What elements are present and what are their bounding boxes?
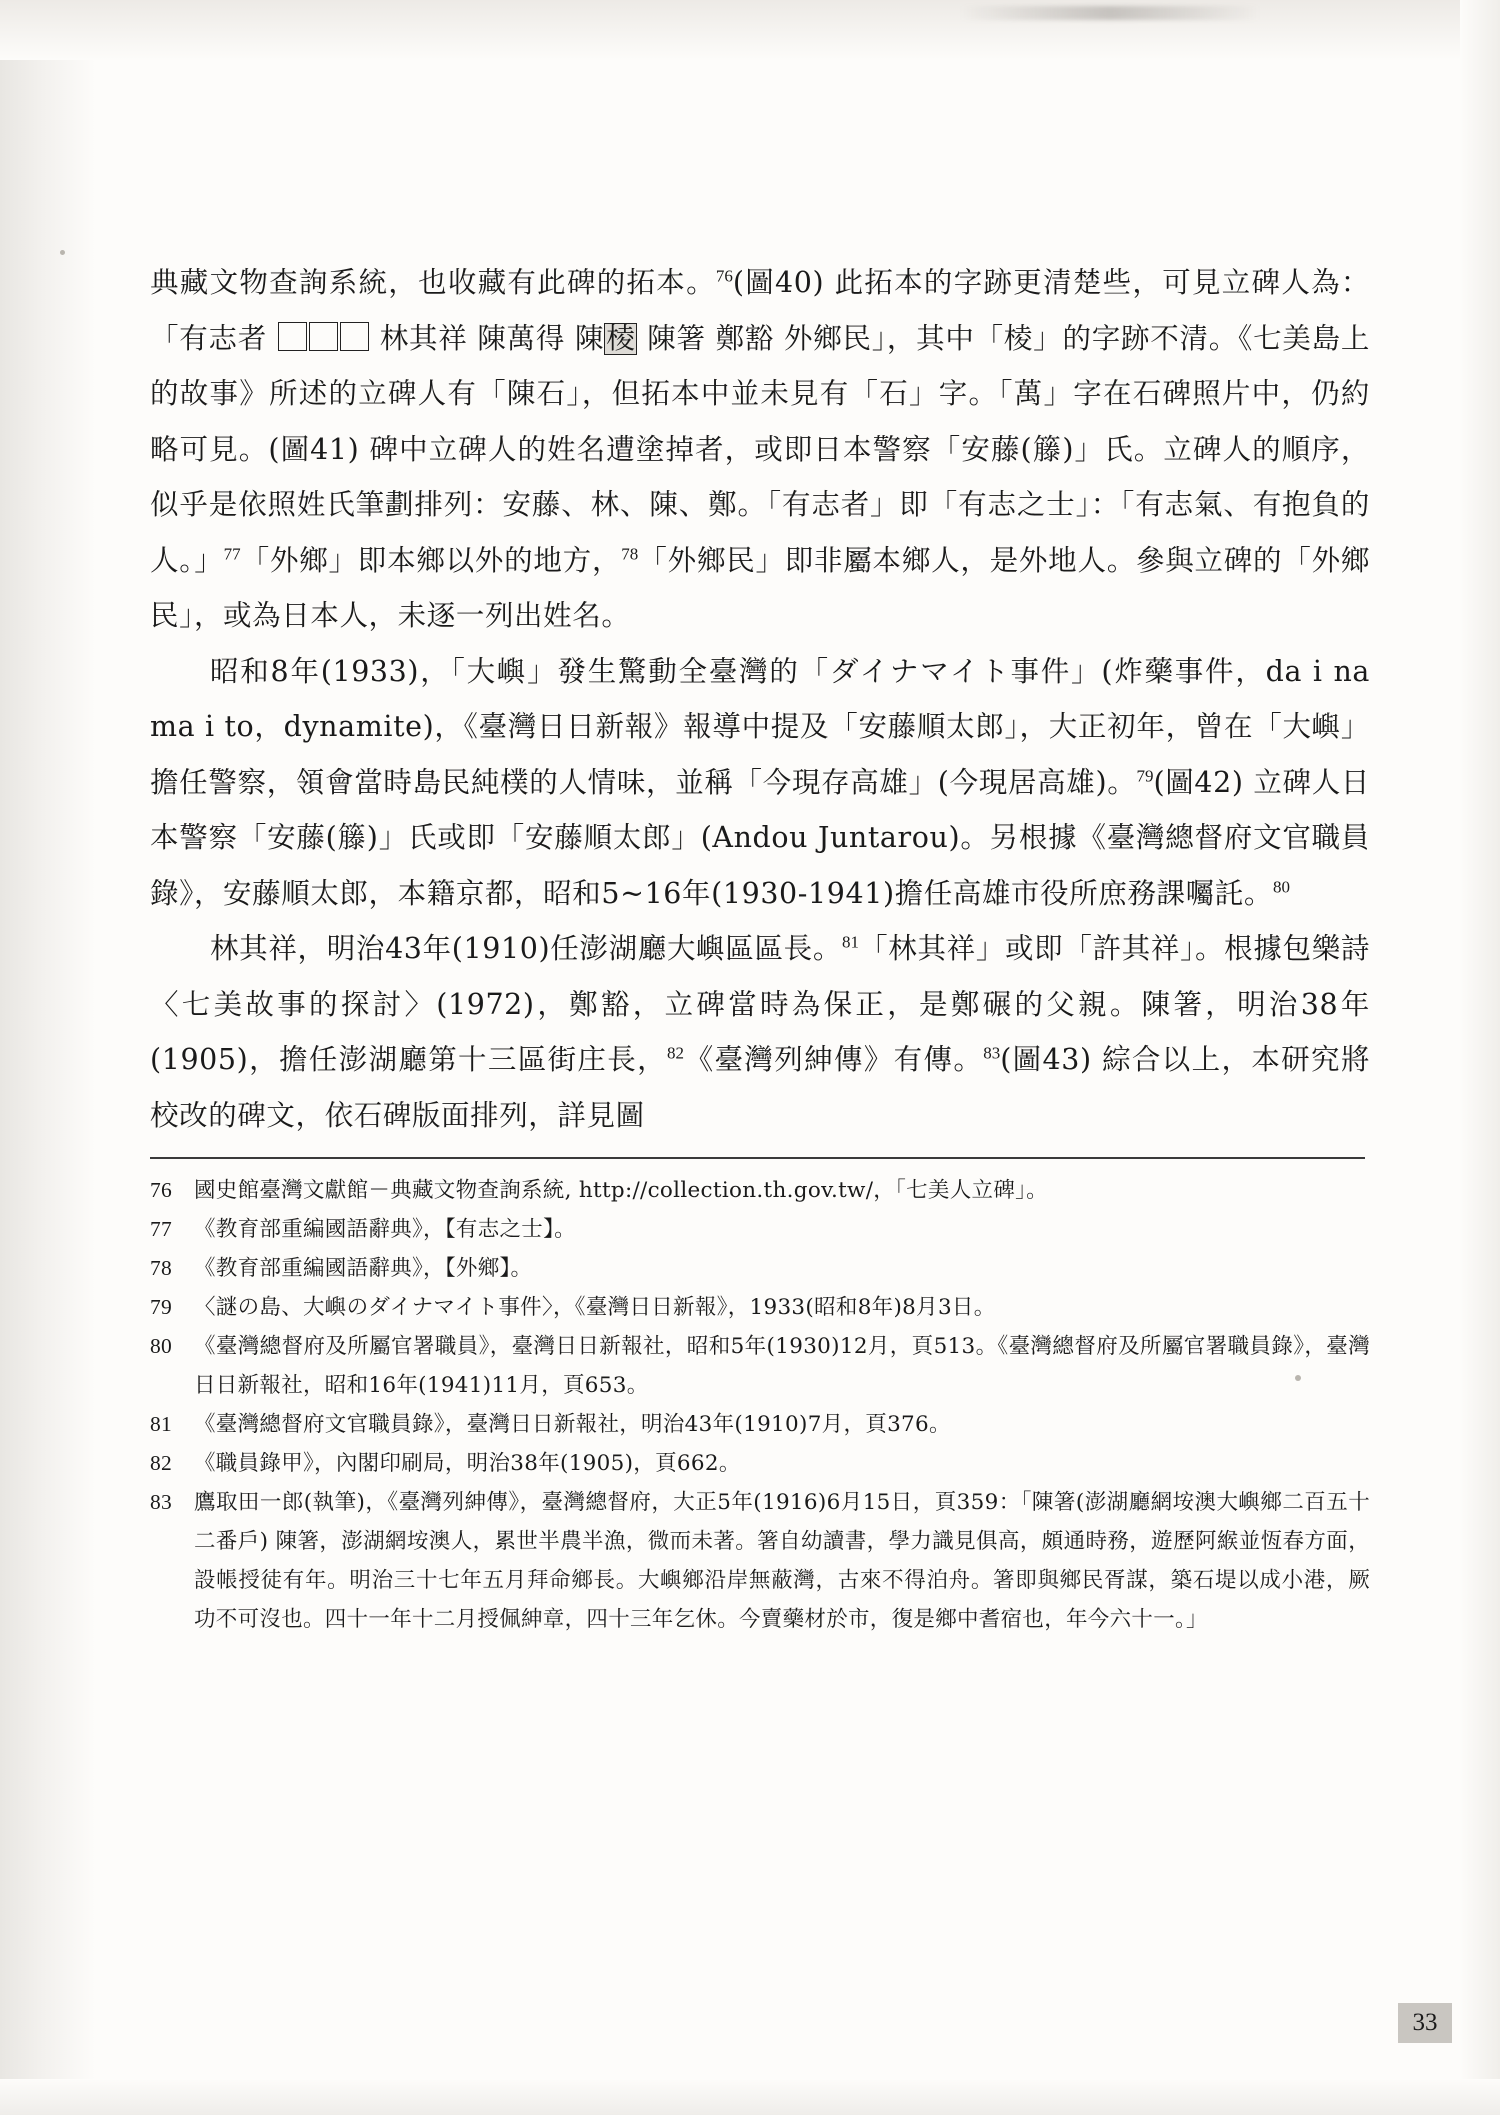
footnote-number: 82 xyxy=(150,1450,173,1475)
footnote-item xyxy=(150,1171,1370,1210)
footnote-ref-78[interactable]: 78 xyxy=(621,544,639,563)
scan-edge-left xyxy=(0,0,96,2115)
paragraph-3 xyxy=(150,921,1370,1143)
footnote-number: 79 xyxy=(150,1294,173,1319)
page-number: 33 xyxy=(1398,2003,1452,2043)
page-content xyxy=(150,255,1370,1639)
footnote-item xyxy=(150,1210,1370,1249)
footnote-ref-79[interactable]: 79 xyxy=(1136,766,1154,785)
footnote-text: 《教育部重編國語辭典》，【外鄉】。 xyxy=(194,1255,533,1281)
scan-smudge xyxy=(960,6,1260,20)
footnote-text: 《臺灣總督府文官職員錄》，臺灣日日新報社，明治43年(1910)7月，頁376。 xyxy=(194,1411,951,1437)
footnote-separator xyxy=(150,1157,1365,1159)
p3-seg-1: 林其祥，明治43年(1910)任澎湖廳大嶼區區長。 xyxy=(210,932,843,965)
unknown-char-box xyxy=(340,322,369,351)
framed-char-leng: 棱 xyxy=(606,321,636,355)
p1-seg-3: (圖40) 此拓本的字跡更清楚些，可見立碑人為：「有志者 xyxy=(150,266,1370,355)
p1-seg-9: 「外鄉」即本鄉以外的地方， xyxy=(240,543,622,577)
p3-seg-5: 《臺灣列紳傳》有傳。 xyxy=(683,1043,984,1076)
footnote-ref-76[interactable]: 76 xyxy=(715,266,733,286)
footnote-item xyxy=(150,1288,1370,1327)
p1-seg-1: 典藏文物查詢系統，也收藏有此碑的拓本。 xyxy=(150,266,716,299)
footnote-item xyxy=(150,1327,1370,1405)
footnote-item xyxy=(150,1405,1370,1444)
p3-seg-3: 「林其祥」或即「許其祥」。根據包樂詩〈七美故事的探討〉(1972)，鄭豁，立碑當時為保正，是鄭碾的父親。陳箸，明治38年(1905)，擔任澎湖廳第十三區街庄長， xyxy=(150,932,1370,1076)
unknown-char-box xyxy=(278,322,307,351)
footnote-number: 83 xyxy=(150,1489,173,1514)
footnote-ref-77[interactable]: 77 xyxy=(223,544,241,563)
footnote-text: 國史館臺灣文獻館－典藏文物查詢系統, http://collection.th.gov.tw/，「七美人立碑」。 xyxy=(194,1177,1048,1203)
footnote-number: 81 xyxy=(150,1411,173,1436)
footnote-item xyxy=(150,1249,1370,1288)
footnote-item xyxy=(150,1444,1370,1483)
p1-seg-11: 「外鄉民」即非屬本鄉人，是外地人。參與立碑的「外鄉民」，或為日本人，未逐一列出姓名。 xyxy=(150,543,1370,632)
scan-edge-top xyxy=(0,0,1500,60)
scan-speck xyxy=(60,250,65,255)
footnote-list xyxy=(150,1171,1370,1639)
paragraph-2 xyxy=(150,644,1370,922)
unknown-char-box xyxy=(309,322,338,351)
body-text xyxy=(150,255,1370,1143)
footnote-ref-83[interactable]: 83 xyxy=(983,1043,1001,1063)
footnote-ref-82[interactable]: 82 xyxy=(666,1043,684,1063)
footnote-item xyxy=(150,1483,1370,1639)
footnote-number: 78 xyxy=(150,1255,173,1280)
footnote-text: 《臺灣總督府及所屬官署職員》，臺灣日日新報社，昭和5年(1930)12月，頁513。《臺灣總督府及所屬官署職員錄》，臺灣日日新報社，昭和16年(1941)11月，頁653。 xyxy=(194,1333,1370,1398)
footnote-number: 76 xyxy=(150,1177,173,1202)
p3-seg-7: (圖43) 綜合以上，本研究將校改的碑文，依石碑版面排列，詳見圖 xyxy=(150,1043,1370,1132)
footnote-text: 鷹取田一郎(執筆)，《臺灣列紳傳》，臺灣總督府，大正5年(1916)6月15日，頁359：「陳箸(澎湖廳網垵澳大嶼鄉二百五十二番戶) 陳箸，澎湖網垵澳人，累世半農半漁，微而未著。箸自幼讀書，學力識見俱高，頗通時務，遊歷阿緱並恆春方面，設帳授徒有年。明治三十七年五月拜命鄉長。大嶼鄉沿岸無蔽灣，古來不得泊舟。箸即與鄉民胥謀，築石堤以成小港，厥功不可沒也。四十一年十二月授佩紳章，四十三年乞休。今賣藥材於市，復是鄉中耆宿也，年今六十一。」 xyxy=(194,1489,1370,1632)
footnote-text: 《教育部重編國語辭典》，【有志之士】。 xyxy=(194,1216,576,1242)
footnote-number: 77 xyxy=(150,1216,173,1241)
scan-edge-right xyxy=(1460,0,1500,2115)
p1-seg-5: 林其祥 陳萬得 陳 xyxy=(369,321,605,355)
paragraph-1 xyxy=(150,255,1370,644)
footnote-text: 〈謎の島、大嶼のダイナマイト事件〉，《臺灣日日新報》，1933(昭和8年)8月3日。 xyxy=(194,1294,996,1320)
p2-seg-1: 昭和8年(1933)，「大嶼」發生驚動全臺灣的「ダイナマイト事件」(炸藥事件，da i na ma i to，dynamite)，《臺灣日日新報》報導中提及「安藤順太郎」，大正初年，曾在「大嶼」擔任警察，領會當時島民純樸的人情味，並稱「今現存高雄」(今現居高雄)。 xyxy=(150,654,1370,799)
footnote-ref-80[interactable]: 80 xyxy=(1272,877,1290,896)
footnote-number: 80 xyxy=(150,1333,173,1358)
scan-edge-bottom xyxy=(0,2079,1500,2115)
footnote-text: 《職員錄甲》，內閣印刷局，明治38年(1905)，頁662。 xyxy=(194,1450,741,1476)
p2-seg-3: (圖42) 立碑人日本警察「安藤(籐)」氏或即「安藤順太郎」(Andou Juntarou)。另根據《臺灣總督府文官職員錄》，安藤順太郎，本籍京都，昭和5~16年(1930-1941)擔任高雄市役所庶務課囑託。 xyxy=(150,765,1370,910)
p1-seg-7: 陳箸 鄭豁 外鄉民」，其中「棱」的字跡不清。《七美島上的故事》所述的立碑人有「陳石」，但拓本中並未見有「石」字。「萬」字在石碑照片中，仍約略可見。(圖41) 碑中立碑人的姓名遭塗掉者，或即日本警察「安藤(籐)」氏。立碑人的順序，似乎是依照姓氏筆劃排列：安藤、林、陳、鄭。「有志者」即「有志之士」：「有志氣、有抱負的人。」 xyxy=(150,321,1371,577)
footnote-ref-81[interactable]: 81 xyxy=(842,932,860,952)
